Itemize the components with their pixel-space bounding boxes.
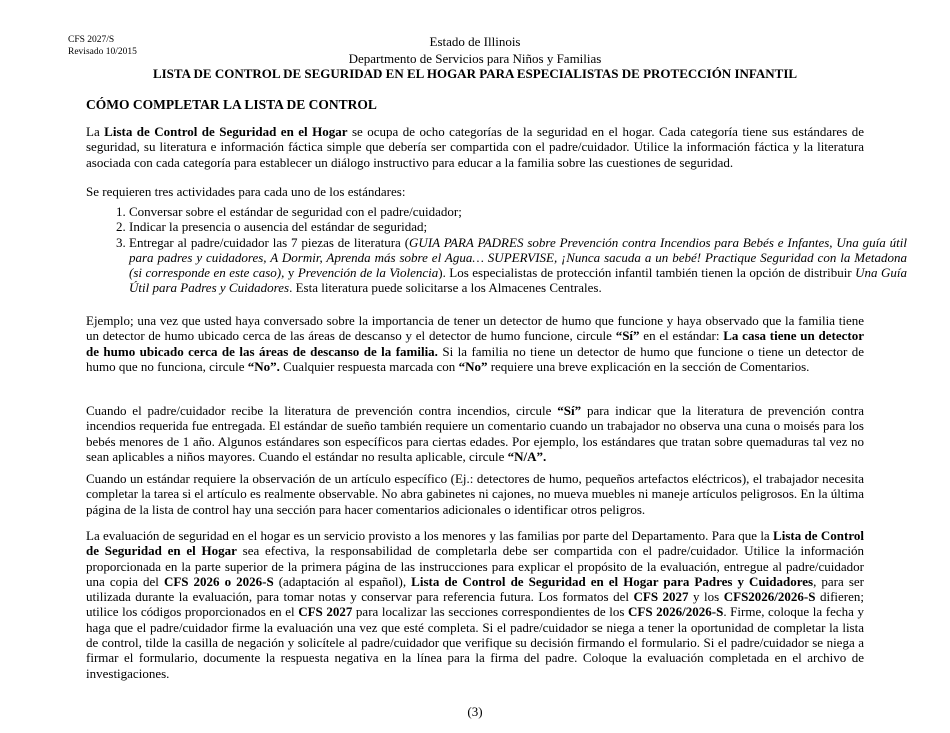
- activities-intro: Se requieren tres actividades para cada uno de los estándares:: [86, 184, 406, 199]
- fire-literature-paragraph: Cuando el padre/cuidador recibe la literatura de prevención contra incendios, circule “Sí” para indicar que la literatura de prevención contra incendios requerida fue entregada. El estándar de sueño también requiere un comentario cuando un trabajador no observa una cuna o moisés para los bebés menores de 1 año. Algunos estándares son específicos para ciertas edades. Por ejemplo, los estándares que tratan sobre quemaduras tal vez no sean aplicables a niños mayores. Cuando el estándar no resulta aplicable, circule “N/A”.: [86, 403, 864, 464]
- observation-paragraph: Cuando un estándar requiere la observación de un artículo específico (Ej.: detectores de humo, pequeños artefactos eléctricos), el trabajador necesita completar la tarea si el artículo es realmente observable. No abra gabinetes ni cajones, no mueva muebles ni maneje artículos peligrosos. En la última página de la lista de control hay una sección para hacer comentarios adicionales o identificar otros peligros.: [86, 471, 864, 517]
- page-number: (3): [467, 704, 483, 719]
- intro-paragraph: La Lista de Control de Seguridad en el Hogar se ocupa de ocho categorías de la seguridad en el hogar. Cada categoría tiene sus estándares de seguridad, su literatura e información fáctica simple que debería ser compartida con el padre/cuidador. Utilice la información fáctica y la literatura asociada con cada categoría para establecer un diálogo instructivo para educar a la familia sobre las cuestiones de seguridad.: [86, 124, 864, 170]
- state-name: Estado de Illinois: [429, 34, 521, 49]
- section-title: CÓMO COMPLETAR LA LISTA DE CONTROL: [86, 97, 377, 112]
- evaluation-paragraph: La evaluación de seguridad en el hogar es un servicio provisto a los menores y las familias por parte del Departamento. Para que la Lista de Control de Seguridad en el Hogar sea efectiva, la responsabilidad de completarla debe ser compartida con el padre/cuidador. Utilice la información proporcionada en la parte superior de la primera página de las instrucciones para explicar el propósito de la evaluación, entregue al padre/cuidador una copia del CFS 2026 o 2026-S (adaptación al español), Lista de Control de Seguridad en el Hogar para Padres y Cuidadores, para ser utilizada durante la evaluación, para tomar notas y conservar para referencia futura. Los formatos del CFS 2027 y los CFS2026/2026-S difieren; utilice los códigos proporcionados en el CFS 2027 para localizar las secciones correspondientes de los CFS 2026/2026-S. Firme, coloque la fecha y haga que el padre/cuidador firme la evaluación una vez que esté completa. Si el padre/cuidador se niega a tener la oportunidad de completar la lista de control, tilde la casilla de negación y solicítele al padre/cuidador que verifique su decisión firmando el formulario. Si el padre/cuidador se niega a firmar el formulario, documente la respuesta negativa en la línea para la firma del padre. Coloque la evaluación completada en el archivo de investigaciones.: [86, 528, 865, 681]
- activities-list: [86, 204, 907, 296]
- list-item: 1. Conversar sobre el estándar de seguridad con el padre/cuidador;: [129, 204, 907, 219]
- document-title: LISTA DE CONTROL DE SEGURIDAD EN EL HOGAR PARA ESPECIALISTAS DE PROTECCIÓN INFANTIL: [152, 66, 798, 81]
- form-code: CFS 2027/S: [68, 35, 115, 45]
- list-item: 2. Indicar la presencia o ausencia del estándar de seguridad;: [129, 219, 907, 234]
- example-paragraph: Ejemplo; una vez que usted haya conversado sobre la importancia de tener un detector de humo que funcione y haya observado que la familia tiene un detector de humo ubicado cerca de las áreas de descanso y el detector de humo funcione, circule “Sí” en el estándar: La casa tiene un detector de humo ubicado cerca de las áreas de descanso de la familia. Si la familia no tiene un detector de humo que funcione o tiene un detector de humo que no funciona, circule “No”. Cualquier respuesta marcada con “No” requiere una breve explicación en la sección de Comentarios.: [86, 313, 864, 374]
- revision-date: Revisado 10/2015: [68, 46, 137, 57]
- list-item: 3. Entregar al padre/cuidador las 7 piezas de literatura (GUIA PARA PADRES sobre Prevención contra Incendios para Bebés e Infantes, Una guía útil para padres y cuidadores, A Dormir, Aprenda más sobre el Agua… SUPERVISE, ¡Nunca sacuda a un bebé! Practique Seguridad con la Metadona (si corresponde en este caso), y Prevención de la Violencia). Los especialistas de protección infantil también tienen la opción de distribuir Una Guía Útil para Padres y Cuidadores. Esta literatura puede solicitarse a los Almacenes Centrales.: [129, 235, 907, 296]
- department-name: Departmento de Servicios para Niños y Familias: [348, 51, 602, 66]
